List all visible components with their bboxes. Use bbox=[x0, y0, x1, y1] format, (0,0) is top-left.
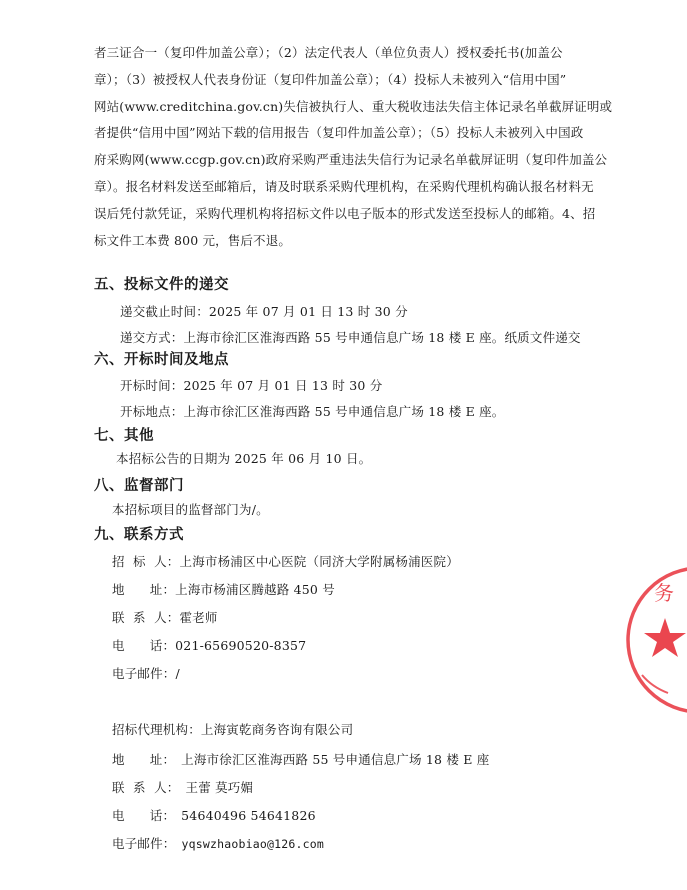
bidder-address-row bbox=[112, 580, 335, 598]
bidder-contact-row bbox=[112, 608, 218, 626]
agency-contact-label: 联 系 人： bbox=[112, 780, 180, 795]
intro-line: 误后凭付款凭证，采购代理机构将招标文件以电子版本的形式发送至投标人的邮箱。4、招 bbox=[94, 205, 596, 221]
intro-line: 章）；（3）被授权人代表身份证（复印件加盖公章）；（4）投标人未被列入“信用中国” bbox=[94, 71, 567, 87]
agency-address: 上海市徐汇区淮海西路 55 号申通信息广场 18 楼 E 座 bbox=[181, 752, 490, 767]
submission-deadline: 递交截止时间：2025 年 07 月 01 日 13 时 30 分 bbox=[120, 304, 408, 319]
agency-phone: 54640496 54641826 bbox=[181, 808, 316, 823]
section-9-heading: 九、联系方式 bbox=[94, 527, 184, 543]
bidder-phone: 021-65690520-8357 bbox=[175, 638, 307, 653]
agency-phone-label: 电 话： bbox=[112, 808, 176, 823]
intro-paragraph bbox=[94, 40, 613, 254]
intro-line: 者提供“信用中国”网站下载的信用报告（复印件加盖公章）；（5）投标人未被列入中国政 bbox=[94, 125, 584, 141]
agency-name: 上海寅乾商务咨询有限公司 bbox=[200, 722, 354, 737]
intro-line: 标文件工本费 800 元，售后不退。 bbox=[94, 232, 292, 248]
opening-time: 开标时间：2025 年 07 月 01 日 13 时 30 分 bbox=[120, 378, 383, 393]
bidder-contact: 霍老师 bbox=[179, 610, 218, 625]
agency-name-label: 招标代理机构： bbox=[112, 722, 201, 737]
supervision-dept: 本招标项目的监督部门为/。 bbox=[112, 502, 269, 517]
official-seal-stamp bbox=[620, 560, 687, 720]
section-8-heading: 八、监督部门 bbox=[94, 478, 184, 494]
seal-star-icon bbox=[644, 618, 686, 657]
bidder-phone-label: 电 话： bbox=[112, 638, 176, 653]
bidder-email-label: 电子邮件： bbox=[112, 666, 176, 681]
agency-phone-row bbox=[112, 806, 316, 824]
opening-place: 开标地点：上海市徐汇区淮海西路 55 号申通信息广场 18 楼 E 座。 bbox=[120, 404, 505, 419]
bidder-name: 上海市杨浦区中心医院（同济大学附属杨浦医院） bbox=[179, 554, 459, 569]
seal-char: 务 bbox=[654, 581, 674, 605]
agency-email: yqswzhaobiao@126.com bbox=[181, 837, 324, 851]
submission-method: 递交方式：上海市徐汇区淮海西路 55 号申通信息广场 18 楼 E 座。纸质文件递交 bbox=[120, 330, 581, 345]
intro-line: 者三证合一（复印件加盖公章）；（2）法定代表人（单位负责人）授权委托书(加盖公 bbox=[94, 45, 563, 60]
seal-arc-mark bbox=[642, 675, 668, 693]
agency-contact-row bbox=[112, 778, 253, 796]
bidder-address-label: 地 址： bbox=[112, 582, 176, 597]
section-6-heading: 六、开标时间及地点 bbox=[94, 352, 229, 368]
agency-name-row bbox=[112, 720, 353, 738]
section-7-heading: 七、其他 bbox=[94, 428, 154, 444]
intro-line: 网站(www.creditchina.gov.cn)失信被执行人、重大税收违法失信主体记录名单截屏证明或 bbox=[94, 98, 613, 114]
agency-email-row bbox=[112, 834, 324, 852]
bidder-address: 上海市杨浦区腾越路 450 号 bbox=[175, 582, 335, 597]
announcement-date: 本招标公告的日期为 2025 年 06 月 10 日。 bbox=[116, 451, 372, 466]
bidder-email-row bbox=[112, 664, 180, 682]
bidder-name-label: 招 标 人： bbox=[112, 554, 180, 569]
bidder-contact-label: 联 系 人： bbox=[112, 610, 180, 625]
section-5-heading: 五、投标文件的递交 bbox=[94, 277, 229, 293]
agency-contact: 王蕾 莫巧媚 bbox=[185, 780, 254, 795]
agency-address-row bbox=[112, 750, 489, 768]
intro-line: 章）。报名材料发送至邮箱后，请及时联系采购代理机构，在采购代理机构确认报名材料无 bbox=[94, 178, 594, 194]
bidder-phone-row bbox=[112, 636, 306, 654]
bidder-name-row bbox=[112, 552, 459, 570]
intro-line: 府采购网(www.ccgp.gov.cn)政府采购严重违法失信行为记录名单截屏证明（复印件加盖公 bbox=[94, 152, 608, 168]
agency-address-label: 地 址： bbox=[112, 752, 176, 767]
bidder-email: / bbox=[175, 666, 180, 681]
agency-email-label: 电子邮件： bbox=[112, 836, 176, 851]
